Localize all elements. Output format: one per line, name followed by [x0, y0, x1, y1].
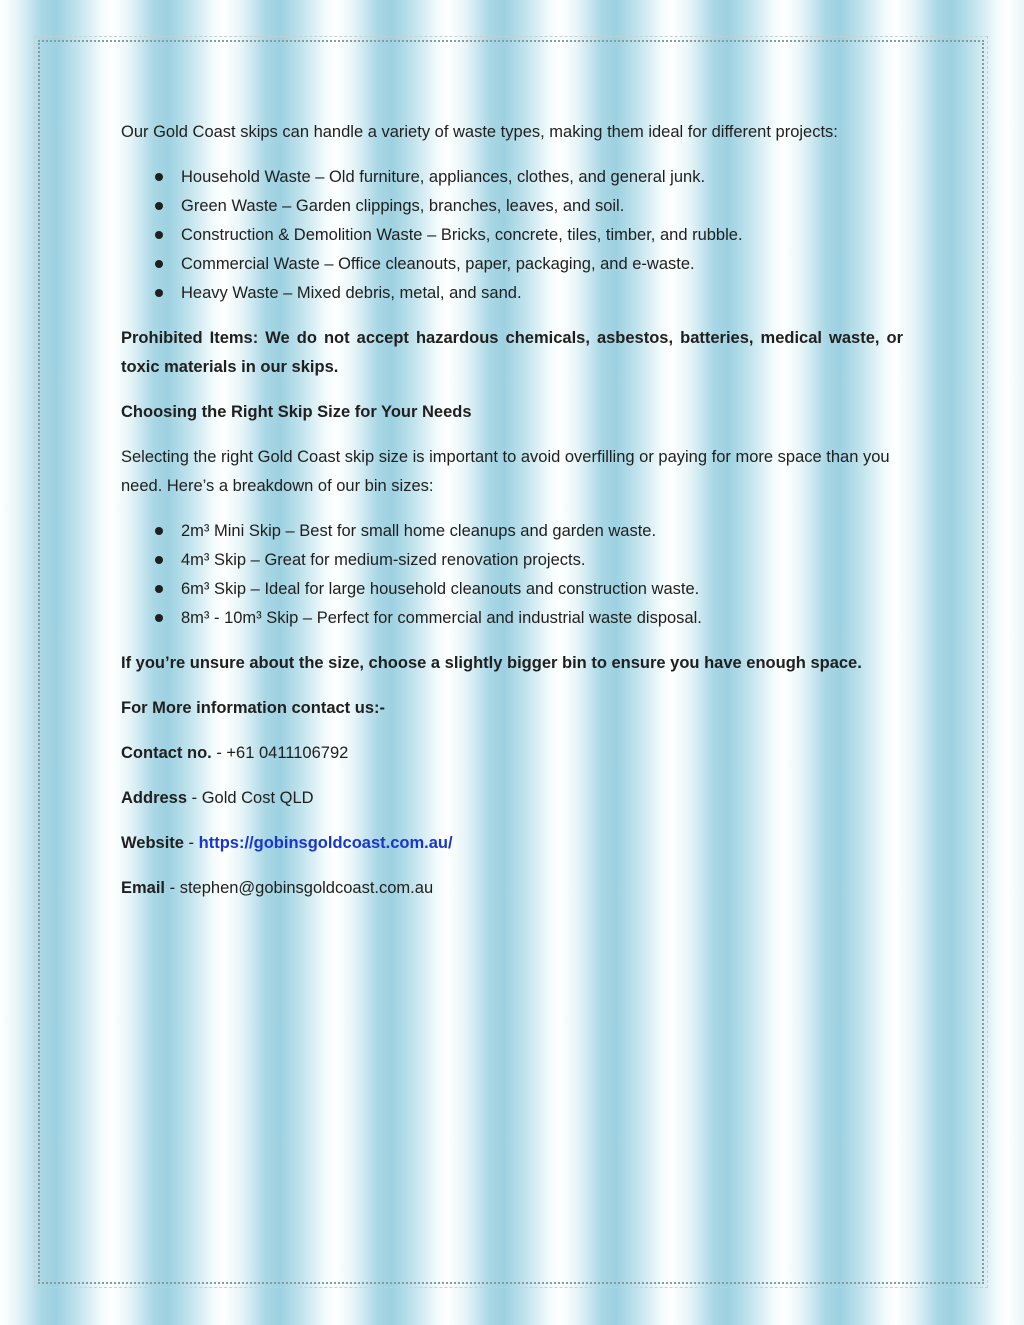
list-item-text: 8m³ - 10m³ Skip – Perfect for commercial and industrial waste disposal.	[181, 609, 702, 627]
list-item	[181, 575, 903, 604]
website-label: Website	[121, 834, 184, 852]
website-separator: -	[183, 834, 199, 852]
contact-website-line	[121, 829, 903, 858]
list-item-text: Heavy Waste – Mixed debris, metal, and sand.	[181, 284, 522, 302]
address-label: Address	[121, 789, 188, 807]
intro-paragraph: Our Gold Coast skips can handle a variety of waste types, making them ideal for different projects:	[121, 123, 838, 141]
contact-email-line	[121, 874, 903, 903]
email-label: Email	[121, 879, 166, 897]
bullet-icon	[155, 614, 163, 622]
skip-size-heading: Choosing the Right Skip Size for Your Needs	[121, 403, 472, 421]
list-item	[181, 250, 903, 279]
prohibited-items-paragraph: Prohibited Items: We do not accept hazardous chemicals, asbestos, batteries, medical waste, or toxic materials in our skips.	[121, 329, 903, 376]
size-tip-paragraph: If you’re unsure about the size, choose a slightly bigger bin to ensure you have enough space.	[121, 654, 862, 672]
contact-phone-line	[121, 739, 903, 768]
document-body	[121, 118, 903, 919]
waste-types-list	[121, 163, 903, 308]
skip-size-intro: Selecting the right Gold Coast skip size is important to avoid overfilling or paying for more space than you need. Here’s a breakdown of our bin sizes:	[121, 448, 890, 495]
list-item-text: 4m³ Skip – Great for medium-sized renovation projects.	[181, 551, 586, 569]
bullet-icon	[155, 289, 163, 297]
list-item-text: Green Waste – Garden clippings, branches, leaves, and soil.	[181, 197, 625, 215]
email-address[interactable]: stephen@gobinsgoldcoast.com.au	[179, 879, 434, 897]
bullet-icon	[155, 202, 163, 210]
list-item	[181, 221, 903, 250]
list-item-text: 2m³ Mini Skip – Best for small home cleanups and garden waste.	[181, 522, 657, 540]
list-item	[181, 163, 903, 192]
list-item	[181, 192, 903, 221]
bullet-icon	[155, 260, 163, 268]
phone-label: Contact no.	[121, 744, 212, 762]
list-item-text: Commercial Waste – Office cleanouts, paper, packaging, and e-waste.	[181, 255, 695, 273]
list-item	[181, 604, 903, 633]
phone-number[interactable]: +61 0411106792	[226, 744, 349, 762]
bin-sizes-list	[121, 517, 903, 633]
list-item-text: Household Waste – Old furniture, appliances, clothes, and general junk.	[181, 168, 706, 186]
website-link[interactable]: https://gobinsgoldcoast.com.au/	[198, 834, 453, 852]
bullet-icon	[155, 527, 163, 535]
list-item-text: 6m³ Skip – Ideal for large household cleanouts and construction waste.	[181, 580, 700, 598]
bullet-icon	[155, 173, 163, 181]
contact-address-line	[121, 784, 903, 813]
bullet-icon	[155, 556, 163, 564]
list-item	[181, 279, 903, 308]
bullet-icon	[155, 585, 163, 593]
phone-separator: -	[211, 744, 227, 762]
bullet-icon	[155, 231, 163, 239]
contact-heading: For More information contact us:-	[121, 699, 385, 717]
address-value: Gold Cost QLD	[201, 789, 314, 807]
list-item-text: Construction & Demolition Waste – Bricks, concrete, tiles, timber, and rubble.	[181, 226, 743, 244]
address-separator: -	[187, 789, 202, 807]
list-item	[181, 517, 903, 546]
email-separator: -	[165, 879, 180, 897]
list-item	[181, 546, 903, 575]
